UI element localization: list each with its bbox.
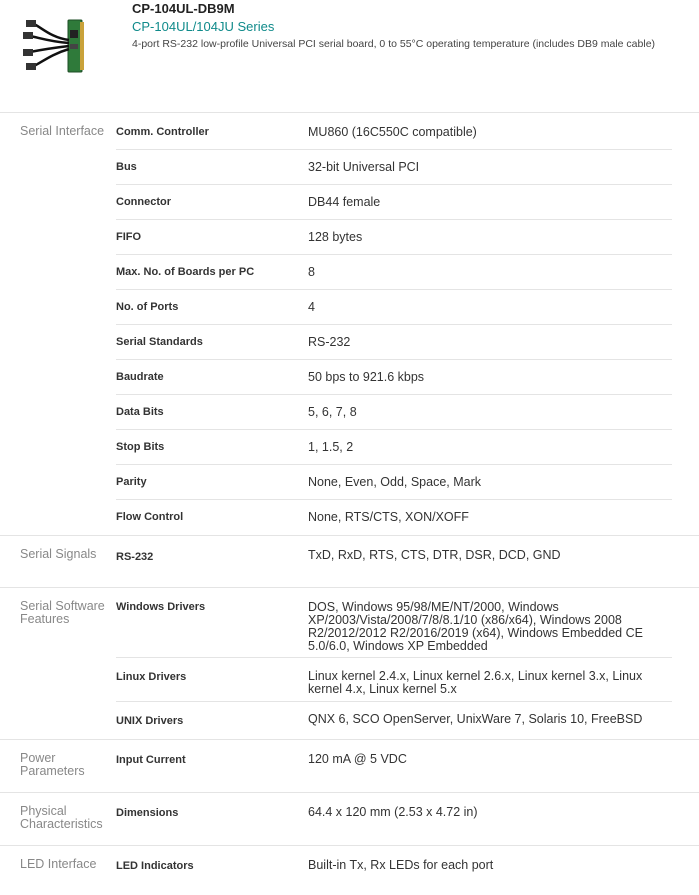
spec-value: 50 bps to 921.6 kbps	[308, 370, 425, 384]
spec-value: 5, 6, 7, 8	[308, 405, 357, 419]
spec-row	[116, 113, 672, 150]
spec-field: LED Indicators	[116, 860, 194, 872]
spec-group-serial-software-features	[0, 587, 699, 739]
spec-value: QNX 6, SCO OpenServer, UnixWare 7, Solaris 10, FreeBSD	[308, 712, 643, 726]
spec-field: No. of Ports	[116, 301, 179, 313]
spec-row	[116, 465, 672, 500]
spec-field: Bus	[116, 161, 137, 173]
spec-value: Linux kernel 2.4.x, Linux kernel 2.6.x, Linux kernel 3.x, Linux kernel 4.x, Linux kernel 5.x	[308, 669, 643, 696]
spec-field: Stop Bits	[116, 441, 165, 453]
spec-group-label: Power Parameters	[20, 751, 85, 778]
series-link[interactable]: CP-104UL/104JU Series	[132, 19, 275, 34]
spec-row	[116, 658, 672, 702]
spec-row	[116, 150, 672, 185]
spec-value: 64.4 x 120 mm (2.53 x 4.72 in)	[308, 805, 478, 819]
spec-group-serial-interface	[0, 112, 699, 535]
spec-field: Parity	[116, 476, 147, 488]
spec-field: RS-232	[116, 551, 154, 563]
spec-row	[116, 255, 672, 290]
spec-table	[0, 112, 699, 890]
spec-row	[116, 430, 672, 465]
spec-group-serial-signals	[0, 535, 699, 587]
spec-field: Baudrate	[116, 371, 164, 383]
spec-value: 120 mA @ 5 VDC	[308, 752, 407, 766]
spec-value: 4	[308, 300, 315, 314]
spec-row	[116, 360, 672, 395]
spec-value: MU860 (16C550C compatible)	[308, 125, 477, 139]
spec-row	[116, 588, 672, 658]
spec-field: Flow Control	[116, 511, 184, 523]
spec-row	[116, 325, 672, 360]
spec-row	[116, 793, 672, 845]
spec-value: 8	[308, 265, 315, 279]
product-title: CP-104UL-DB9M	[132, 1, 235, 16]
spec-row	[116, 500, 672, 535]
spec-group-physical-characteristics	[0, 792, 699, 845]
spec-field: Serial Standards	[116, 336, 203, 348]
spec-row	[116, 395, 672, 430]
spec-field: Linux Drivers	[116, 671, 187, 683]
spec-field: Connector	[116, 196, 171, 208]
spec-field: Data Bits	[116, 406, 164, 418]
product-description: 4-port RS-232 low-profile Universal PCI serial board, 0 to 55°C operating temperature (includes DB9 male cable)	[132, 38, 656, 50]
spec-field: UNIX Drivers	[116, 715, 184, 727]
spec-group-led-interface	[0, 845, 699, 890]
spec-group-label: Physical Characteristics	[20, 804, 103, 831]
spec-row	[116, 220, 672, 255]
spec-value: DB44 female	[308, 195, 381, 209]
spec-value: None, RTS/CTS, XON/XOFF	[308, 510, 469, 524]
spec-value: TxD, RxD, RTS, CTS, DTR, DSR, DCD, GND	[308, 548, 561, 562]
spec-value: 1, 1.5, 2	[308, 440, 354, 454]
spec-row	[116, 290, 672, 325]
spec-value: Built-in Tx, Rx LEDs for each port	[308, 858, 494, 872]
spec-group-power-parameters	[0, 739, 699, 792]
spec-row	[116, 740, 672, 792]
spec-field: Windows Drivers	[116, 601, 206, 613]
spec-group-label: Serial Software Features	[20, 599, 105, 626]
spec-group-label: Serial Interface	[20, 124, 105, 138]
spec-field: Max. No. of Boards per PC	[116, 266, 255, 278]
spec-field: Comm. Controller	[116, 126, 209, 138]
spec-row	[116, 702, 672, 739]
spec-field: Input Current	[116, 754, 186, 766]
spec-group-label: Serial Signals	[20, 547, 97, 561]
spec-value: 128 bytes	[308, 230, 363, 244]
spec-field: Dimensions	[116, 807, 179, 819]
spec-value: None, Even, Odd, Space, Mark	[308, 475, 482, 489]
spec-value: RS-232	[308, 335, 351, 349]
spec-field: FIFO	[116, 231, 142, 243]
spec-row	[116, 536, 672, 587]
spec-row	[116, 846, 672, 890]
product-header	[0, 0, 699, 110]
spec-row	[116, 185, 672, 220]
spec-value: DOS, Windows 95/98/ME/NT/2000, Windows XP/2003/Vista/2008/7/8/8.1/10 (x86/x64), Windows 2008 R2/2012/2012 R2/2016/2019 (x64), Windows Embedded CE 5.0/6.0, Windows XP Embedded	[308, 600, 643, 653]
spec-group-label: LED Interface	[20, 857, 97, 871]
product-image	[22, 10, 102, 80]
spec-value: 32-bit Universal PCI	[308, 160, 420, 174]
